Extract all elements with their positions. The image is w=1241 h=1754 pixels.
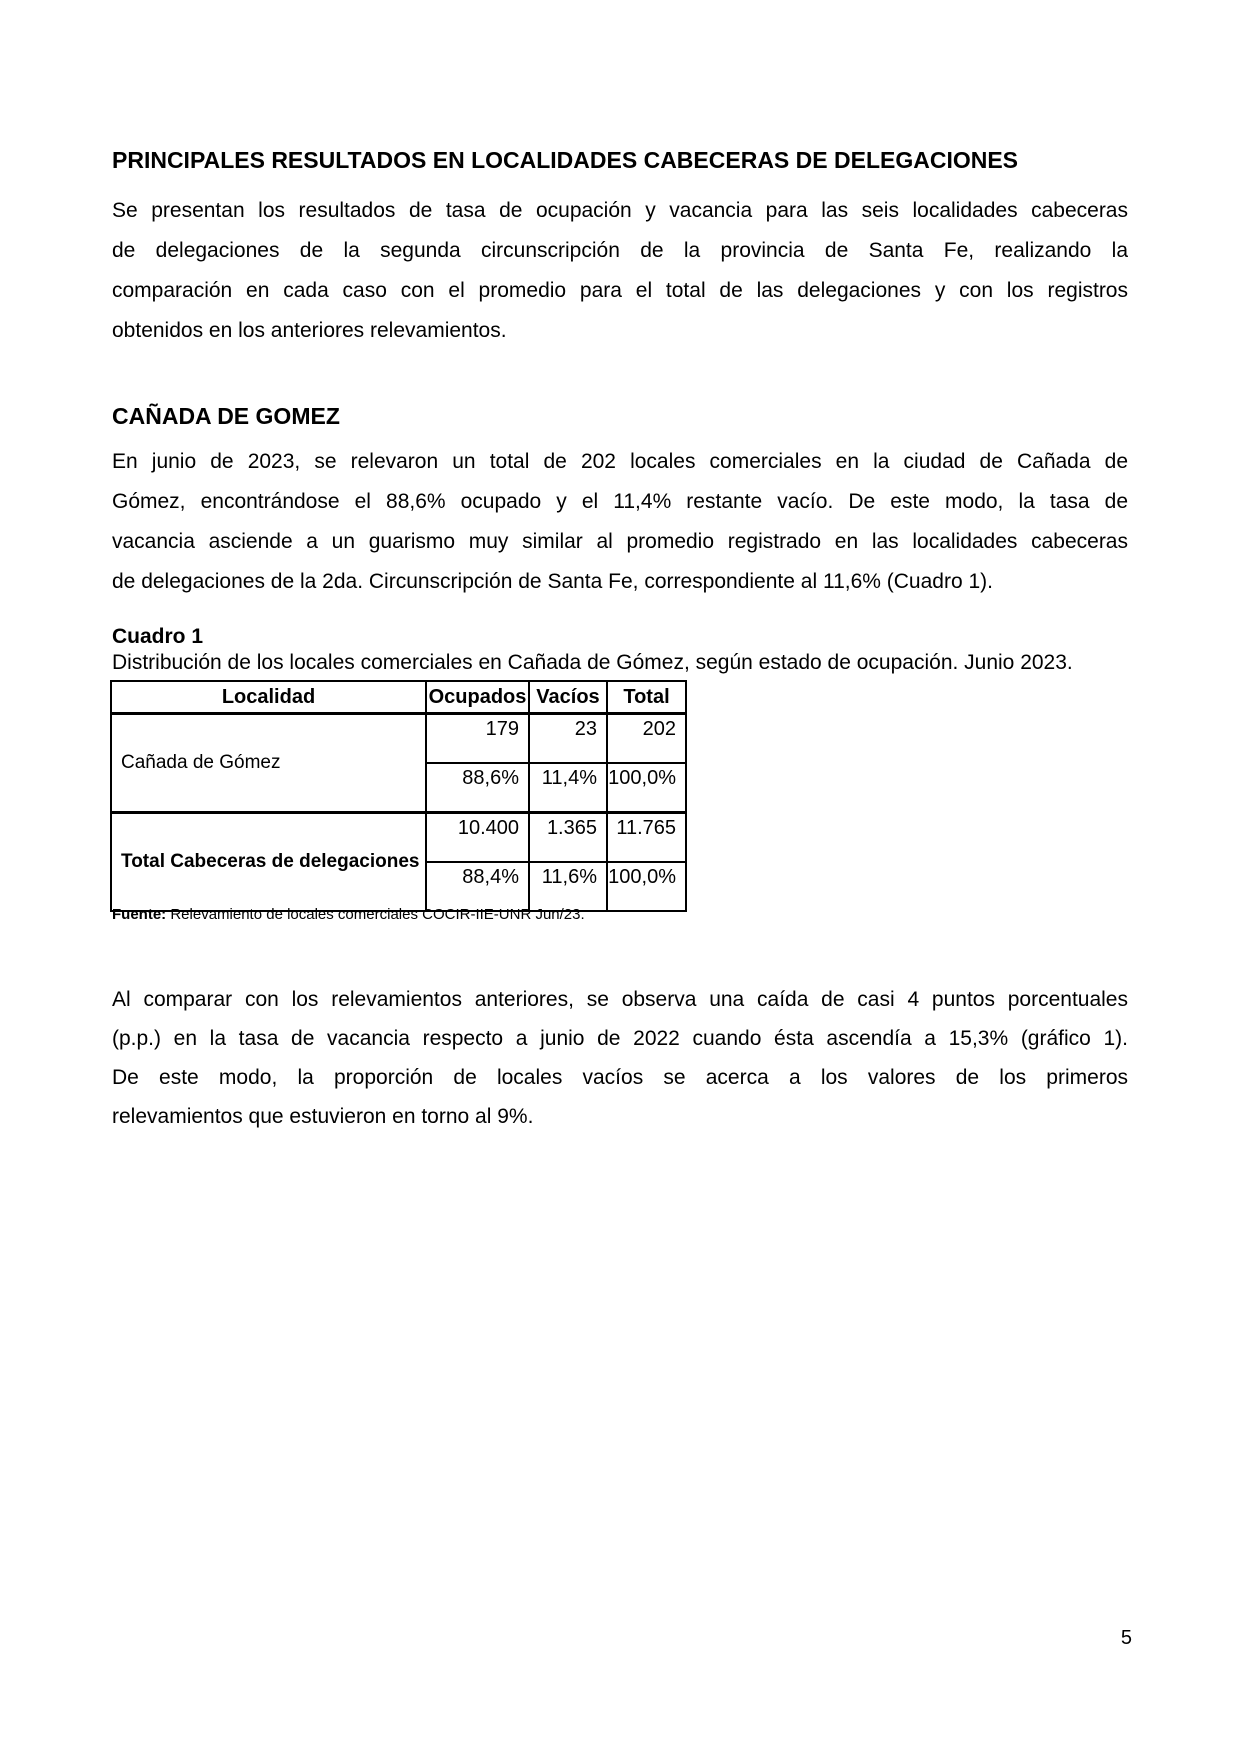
- table-row: [111, 714, 686, 764]
- occupancy-table: [110, 680, 687, 912]
- paragraph-line: Gómez, encontrándose el 88,6% ocupado y el 11,4% restante vacío. De este modo, la tasa de: [112, 490, 1128, 513]
- section-paragraph: [112, 442, 1128, 602]
- paragraph-line: vacancia asciende a un guarismo muy similar al promedio registrado en las localidades cabeceras: [112, 530, 1128, 553]
- count-cell: 1.365: [529, 813, 607, 863]
- table-source: [112, 905, 812, 924]
- count-cell: 23: [529, 714, 607, 764]
- paragraph-line: comparación en cada caso con el promedio para el total de las delegaciones y con los registros: [112, 279, 1128, 302]
- paragraph-line: de delegaciones de la 2da. Circunscripción de Santa Fe, correspondiente al 11,6% (Cuadro 1).: [112, 570, 993, 593]
- count-cell: 202: [607, 714, 686, 764]
- table-row: [111, 813, 686, 863]
- table-header-row: [111, 681, 686, 714]
- paragraph-line: En junio de 2023, se relevaron un total de 202 locales comerciales en la ciudad de Cañada de: [112, 450, 1128, 473]
- intro-paragraph: [112, 191, 1128, 351]
- row-label: Cañada de Gómez: [111, 714, 426, 813]
- column-header-localidad: Localidad: [111, 681, 426, 714]
- paragraph-line: Se presentan los resultados de tasa de ocupación y vacancia para las seis localidades cabeceras: [112, 199, 1128, 222]
- paragraph-line: De este modo, la proporción de locales vacíos se acerca a los valores de los primeros: [112, 1066, 1128, 1089]
- table-title: Cuadro 1: [112, 625, 204, 648]
- paragraph-line: obtenidos en los anteriores relevamientos.: [112, 319, 507, 342]
- percent-cell: 88,4%: [426, 862, 529, 911]
- source-text: Relevamiento de locales comerciales COCIR-IIE-UNR Jun/23.: [166, 906, 585, 923]
- count-cell: 10.400: [426, 813, 529, 863]
- percent-cell: 11,4%: [529, 763, 607, 813]
- percent-cell: 100,0%: [607, 763, 686, 813]
- source-label: Fuente:: [112, 906, 167, 923]
- percent-cell: 100,0%: [607, 862, 686, 911]
- paragraph-line: (p.p.) en la tasa de vacancia respecto a junio de 2022 cuando ésta ascendía a 15,3% (gráfico 1).: [112, 1027, 1128, 1050]
- paragraph-line: de delegaciones de la segunda circunscripción de la provincia de Santa Fe, realizando la: [112, 239, 1128, 262]
- section-heading: CAÑADA DE GOMEZ: [112, 403, 340, 429]
- row-label: Total Cabeceras de delegaciones: [111, 813, 426, 912]
- paragraph-line: Al comparar con los relevamientos anteriores, se observa una caída de casi 4 puntos porcentuales: [112, 988, 1128, 1011]
- page-number: 5: [1120, 1627, 1132, 1649]
- column-header-total: Total: [607, 681, 686, 714]
- percent-cell: 88,6%: [426, 763, 529, 813]
- column-header-vacios: Vacíos: [529, 681, 607, 714]
- table-caption: Distribución de los locales comerciales en Cañada de Gómez, según estado de ocupación. Junio 2023.: [112, 651, 1073, 674]
- document-title: PRINCIPALES RESULTADOS EN LOCALIDADES CABECERAS DE DELEGACIONES: [112, 147, 1019, 173]
- count-cell: 179: [426, 714, 529, 764]
- column-header-ocupados: Ocupados: [426, 681, 529, 714]
- count-cell: 11.765: [607, 813, 686, 863]
- paragraph-line: relevamientos que estuvieron en torno al 9%.: [112, 1105, 534, 1128]
- percent-cell: 11,6%: [529, 862, 607, 911]
- closing-paragraph: [112, 980, 1128, 1136]
